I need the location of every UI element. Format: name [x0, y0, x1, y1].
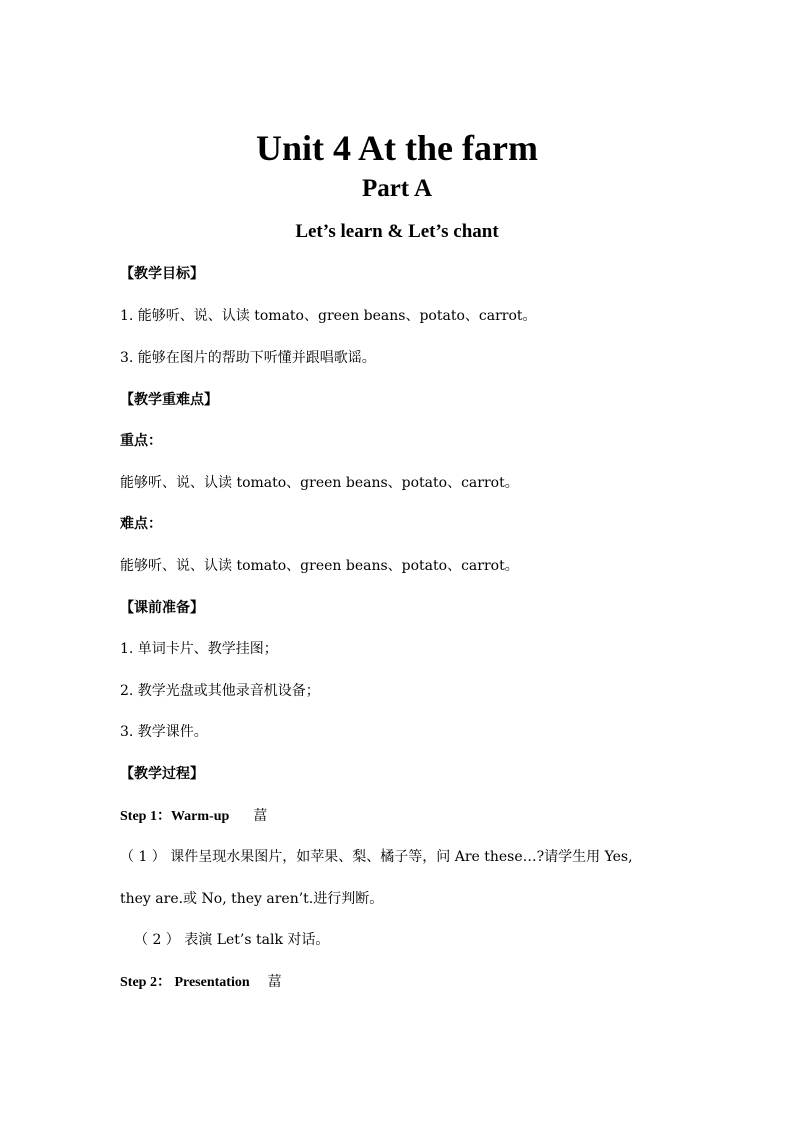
- key-points-text: 能够听、说、认读 tomato、green beans、potato、carrot。: [120, 475, 519, 491]
- step-1-item-1-line-1: （ 1 ） 课件呈现水果图片，如苹果、梨、橘子等，问 Are these…?请学生用 Yes,: [120, 849, 633, 865]
- step-2-glyph: 葍: [267, 974, 282, 990]
- page-title: Unit 4 At the farm: [256, 128, 538, 168]
- step-1-item-1-line-2: they are.或 No, they aren’t.进行判断。: [120, 891, 384, 907]
- key-difficult-heading: 【教学重难点】: [120, 392, 218, 408]
- step-2-heading: [120, 972, 282, 993]
- objective-item-1: 1. 能够听、说、认读 tomato、green beans、potato、carrot。: [120, 308, 537, 324]
- difficult-points-text: 能够听、说、认读 tomato、green beans、potato、carrot。: [120, 558, 519, 574]
- difficult-points-label: 难点：: [120, 516, 162, 532]
- lesson-subtitle: Let’s learn & Let’s chant: [295, 221, 499, 242]
- preparation-heading: 【课前准备】: [120, 600, 204, 616]
- part-subtitle: Part A: [361, 175, 433, 202]
- process-heading: 【教学过程】: [120, 766, 204, 782]
- preparation-item-2: 2. 教学光盘或其他录音机设备；: [120, 683, 320, 699]
- step-1-heading: [120, 806, 267, 827]
- step-1-glyph: 葍: [253, 808, 268, 824]
- key-points-label: 重点：: [120, 433, 162, 449]
- step-1-item-2: （ 2 ） 表演 Let’s talk 对话。: [134, 932, 330, 948]
- preparation-item-3: 3. 教学课件。: [120, 724, 208, 740]
- step-2-label: Step 2： Presentation: [120, 975, 250, 990]
- objectives-heading: 【教学目标】: [120, 266, 204, 282]
- preparation-item-1: 1. 单词卡片、教学挂图；: [120, 641, 278, 657]
- objective-item-3: 3. 能够在图片的帮助下听懂并跟唱歌谣。: [120, 350, 376, 366]
- step-1-label: Step 1：Warm-up: [120, 809, 230, 824]
